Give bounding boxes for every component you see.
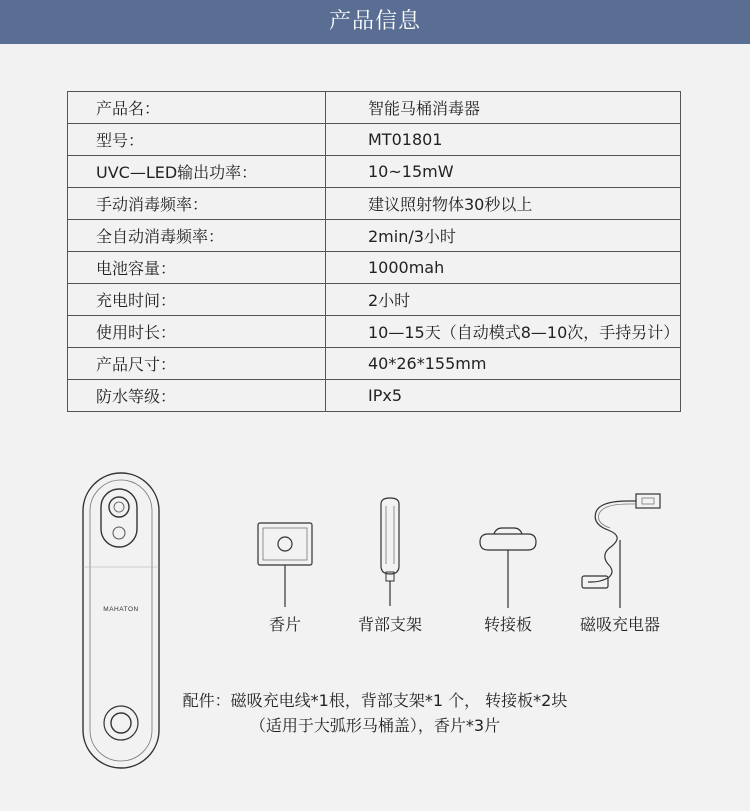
fragrance-sheet-icon — [256, 521, 316, 611]
spec-label: 全自动消毒频率： — [68, 220, 326, 252]
spec-label: 防水等级： — [68, 380, 326, 412]
spec-value: IPx5 — [326, 380, 681, 412]
header-bar — [0, 0, 750, 44]
uv-lens-icon — [109, 497, 129, 517]
spec-label: 电池容量： — [68, 252, 326, 284]
accessory-label-fragrance: 香片 — [268, 615, 301, 634]
spec-label: 产品尺寸： — [68, 348, 326, 380]
magnetic-charger-icon — [578, 490, 664, 610]
spec-value: 2小时 — [326, 284, 681, 316]
table-row — [68, 316, 681, 348]
accessory-label-charger: 磁吸充电器 — [579, 615, 660, 634]
spec-label: 手动消毒频率： — [68, 188, 326, 220]
spec-label: 充电时间： — [68, 284, 326, 316]
accessory-label-adapter: 转接板 — [483, 615, 532, 634]
table-row — [68, 156, 681, 188]
table-row — [68, 92, 681, 124]
accessory-label-bracket: 背部支架 — [357, 615, 422, 634]
spec-label: 型号： — [68, 124, 326, 156]
accessories-note-line2: （适用于大弧形马桶盖），香片*3片 — [249, 716, 501, 735]
spec-label: 产品名： — [68, 92, 326, 124]
adapter-board-icon — [476, 526, 540, 610]
spec-value: 40*26*155mm — [326, 348, 681, 380]
uv-lens-inner-icon — [114, 502, 124, 512]
spec-value: MT01801 — [326, 124, 681, 156]
device-brand-text: MAHATON — [103, 606, 139, 613]
back-bracket-icon — [370, 496, 410, 608]
spec-value: 10—15天（自动模式8—10次，手持另计） — [326, 316, 681, 348]
spec-table — [67, 91, 681, 412]
table-row — [68, 188, 681, 220]
table-row — [68, 380, 681, 412]
spec-value: 智能马桶消毒器 — [326, 92, 681, 124]
spec-value: 1000mah — [326, 252, 681, 284]
sensor-icon — [113, 527, 125, 539]
accessories-note-line1: 配件：磁吸充电线*1根，背部支架*1 个， 转接板*2块 — [182, 691, 568, 710]
table-row — [68, 252, 681, 284]
table-row — [68, 220, 681, 252]
spec-label: 使用时长： — [68, 316, 326, 348]
section-title: 产品信息 — [328, 9, 421, 34]
spec-value: 10~15mW — [326, 156, 681, 188]
table-row — [68, 348, 681, 380]
sensor-window — [101, 489, 137, 547]
table-row — [68, 124, 681, 156]
spec-label: UVC—LED输出功率： — [68, 156, 326, 188]
table-row — [68, 284, 681, 316]
spec-value: 2min/3小时 — [326, 220, 681, 252]
spec-value: 建议照射物体30秒以上 — [326, 188, 681, 220]
